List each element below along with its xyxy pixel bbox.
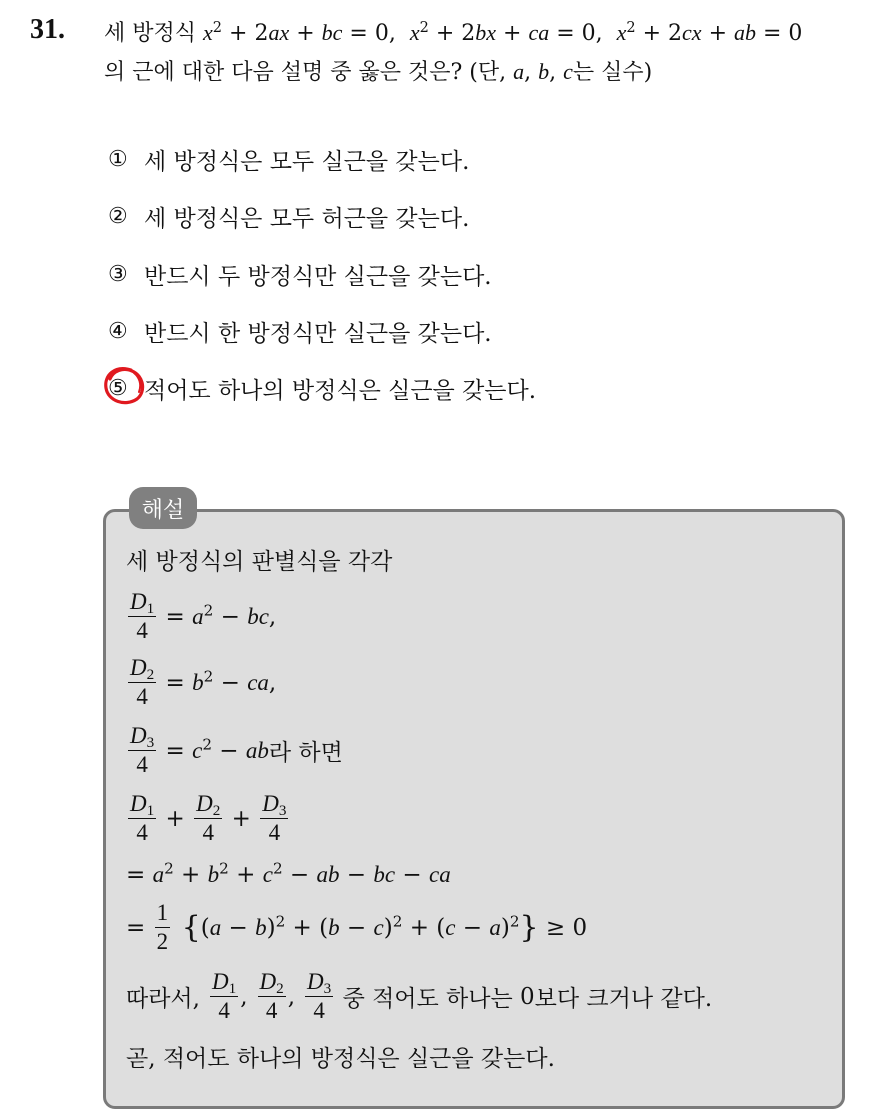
equation-d2: $\frac{D_2}{4}$ = $b^2$ − ca, (130, 655, 277, 710)
answer-mark-circle-icon (101, 364, 147, 408)
conclusion-suffix: 중 적어도 하나는 (342, 986, 513, 1013)
choice-2-number: ② (108, 204, 128, 229)
choice-5-number: ⑤ (108, 376, 128, 401)
equation-square-sum: = $\frac{1}{2}$ { $(a - b)^2 + (b - c)^2 + (c - a)^2$ } ≥ 0 (126, 900, 588, 955)
solution-badge: 해설 (129, 487, 197, 529)
conclusion-prefix: 따라서, (126, 986, 200, 1013)
question-text (104, 14, 874, 92)
conclusion-zero: 0 (520, 983, 535, 1010)
choice-5-text: 적어도 하나의 방정식은 실근을 갖는다. (144, 378, 537, 404)
choice-3[interactable] (108, 258, 492, 291)
conclusion-line: 따라서, $\frac{D_1}{4}$ , $\frac{D_2}{4}$ , $\frac{D_3}{4}$ 중 적어도 하나는 0 보다 크거나 같다. (126, 969, 713, 1024)
choice-4[interactable] (108, 315, 492, 348)
fraction-d1-over-4: $\frac{D_1}{4}$ (130, 589, 155, 644)
choice-1-text: 세 방정식은 모두 실근을 갖는다. (144, 149, 470, 175)
equation-expand: = $a^2 + b^2 + c^2$ − ab − bc − ca (126, 859, 451, 888)
equation-d3: $\frac{D_3}{4}$ = $c^2$ − ab 라 하면 (130, 723, 343, 778)
choice-1-number: ① (108, 147, 128, 172)
choice-3-text: 반드시 두 방정식만 실근을 갖는다. (144, 264, 492, 290)
choice-2-text: 세 방정식은 모두 허근을 갖는다. (144, 206, 470, 232)
choice-4-text: 반드시 한 방정식만 실근을 갖는다. (144, 321, 492, 347)
choice-3-number: ③ (108, 262, 128, 287)
solution-intro: 세 방정식의 판별식을 각각 (126, 549, 393, 575)
question-line-1: 세 방정식 $x^2 + 2ax$ + bc = 0, $x^2 + 2bx$ + ca = 0, $x^2 + 2cx$ + ab = 0 (104, 20, 803, 46)
equation-sum: $\frac{D_1}{4}$ + $\frac{D_2}{4}$ + $\frac{D_3}{4}$ (130, 791, 287, 846)
choice-2[interactable] (108, 200, 469, 233)
question-prefix: 세 방정식 (104, 21, 197, 46)
fraction-d2-over-4: $\frac{D_2}{4}$ (130, 655, 155, 710)
choice-5[interactable] (108, 372, 536, 405)
final-line: 곧, 적어도 하나의 방정식은 실근을 갖는다. (126, 1046, 555, 1072)
question-number: 31. (30, 14, 65, 45)
question-line-2: 의 근에 대한 다음 설명 중 옳은 것은? (단, a, b, c는 실수) (104, 59, 653, 85)
choice-4-number: ④ (108, 319, 128, 344)
ramyeon-text: 라 하면 (268, 740, 343, 767)
question-line2-tail: 는 실수) (572, 60, 653, 85)
question-line2-text: 의 근에 대한 다음 설명 중 옳은 것은? (단, (104, 60, 507, 85)
equation-d1: $\frac{D_1}{4}$ = $a^2$ − bc, (130, 589, 277, 644)
conclusion-end: 보다 크거나 같다. (534, 986, 713, 1013)
fraction-d3-over-4: $\frac{D_3}{4}$ (130, 723, 155, 778)
choice-1[interactable] (108, 143, 469, 176)
